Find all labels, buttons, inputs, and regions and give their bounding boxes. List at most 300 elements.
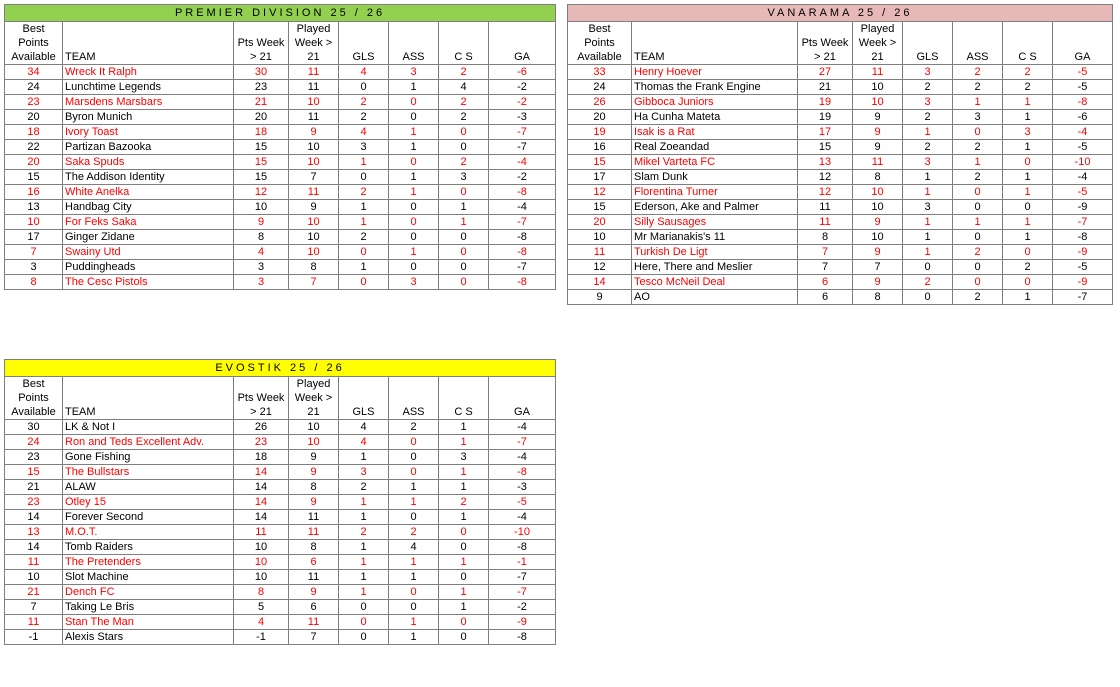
header-pts-week [798, 22, 853, 37]
header-ass-blank [953, 36, 1003, 50]
cell-gls: 0 [339, 275, 389, 290]
cell-cs: 0 [1003, 275, 1053, 290]
cell-ga: -6 [1053, 110, 1113, 125]
header-ga-blank [1053, 36, 1113, 50]
cell-cs: 1 [1003, 290, 1053, 305]
cell-team: Partizan Bazooka [63, 140, 234, 155]
cell-played: 9 [289, 125, 339, 140]
cell-ga: -8 [489, 465, 556, 480]
cell-pts: 14 [234, 495, 289, 510]
table-row [5, 230, 556, 245]
header-cs-blank [439, 22, 489, 37]
header-pts-week: > 21 [234, 50, 289, 65]
cell-ga: -2 [489, 600, 556, 615]
cell-cs: 2 [439, 495, 489, 510]
cell-ga: -9 [489, 615, 556, 630]
cell-played: 9 [853, 140, 903, 155]
cell-ass: 1 [389, 140, 439, 155]
table-row [568, 170, 1113, 185]
cell-pts: 14 [234, 510, 289, 525]
cell-played: 11 [289, 185, 339, 200]
cell-pts: 10 [234, 540, 289, 555]
header-ga: GA [1053, 50, 1113, 65]
cell-gls: 1 [339, 450, 389, 465]
cell-pts: 18 [234, 450, 289, 465]
table-row [5, 450, 556, 465]
cell-pts: 11 [798, 215, 853, 230]
cell-ga: -7 [489, 570, 556, 585]
cell-team: Byron Munich [63, 110, 234, 125]
header-cs-blank [439, 391, 489, 405]
cell-ga: -7 [1053, 290, 1113, 305]
cell-ass: 2 [953, 80, 1003, 95]
vanarama-title-row [568, 5, 1113, 22]
cell-gls: 2 [339, 110, 389, 125]
table-row [568, 245, 1113, 260]
cell-ass: 3 [389, 65, 439, 80]
table-row [5, 525, 556, 540]
cell-cs: 1 [439, 200, 489, 215]
cell-ass: 1 [389, 570, 439, 585]
header-gls-blank [339, 36, 389, 50]
cell-team: Thomas the Frank Engine [632, 80, 798, 95]
cell-team: The Addison Identity [63, 170, 234, 185]
cell-cs: 0 [439, 245, 489, 260]
cell-played: 9 [289, 465, 339, 480]
header-gls-blank [339, 391, 389, 405]
cell-played: 10 [289, 140, 339, 155]
header-cs-blank [1003, 22, 1053, 37]
cell-best: 12 [568, 185, 632, 200]
header-best-points: Best [5, 22, 63, 37]
cell-pts: 10 [234, 555, 289, 570]
header-played: Played [289, 377, 339, 392]
cell-played: 9 [853, 245, 903, 260]
cell-team: AO [632, 290, 798, 305]
cell-ass: 4 [389, 540, 439, 555]
cell-cs: 2 [1003, 260, 1053, 275]
cell-ass: 0 [389, 465, 439, 480]
cell-played: 9 [289, 495, 339, 510]
cell-ass: 1 [389, 185, 439, 200]
header-best-points: Points [5, 391, 63, 405]
cell-team: Gone Fishing [63, 450, 234, 465]
evostik-title: EVOSTIK 25 / 26 [5, 360, 556, 377]
cell-played: 9 [853, 110, 903, 125]
cell-played: 11 [289, 65, 339, 80]
header-pts-week: Pts Week [798, 36, 853, 50]
cell-best: 7 [5, 600, 63, 615]
cell-gls: 1 [903, 125, 953, 140]
cell-pts: 11 [798, 200, 853, 215]
cell-best: 30 [5, 420, 63, 435]
header-pts-week [234, 22, 289, 37]
cell-cs: 0 [439, 570, 489, 585]
cell-played: 11 [289, 510, 339, 525]
cell-gls: 2 [339, 525, 389, 540]
cell-cs: 1 [439, 435, 489, 450]
header-team-blank [632, 22, 798, 37]
table-row [5, 570, 556, 585]
cell-best: 10 [5, 215, 63, 230]
cell-team: Tesco McNeil Deal [632, 275, 798, 290]
cell-best: 23 [5, 495, 63, 510]
cell-team: Swainy Utd [63, 245, 234, 260]
cell-pts: 21 [234, 95, 289, 110]
cell-best: 20 [5, 110, 63, 125]
table-row [5, 420, 556, 435]
cell-best: 7 [5, 245, 63, 260]
cell-best: 15 [5, 465, 63, 480]
cell-pts: 11 [234, 525, 289, 540]
table-row [5, 260, 556, 275]
cell-cs: 0 [439, 615, 489, 630]
cell-team: Florentina Turner [632, 185, 798, 200]
header-gls: GLS [903, 50, 953, 65]
cell-best: 15 [568, 200, 632, 215]
cell-best: 15 [5, 170, 63, 185]
table-row [568, 260, 1113, 275]
cell-ga: -10 [489, 525, 556, 540]
cell-gls: 1 [339, 200, 389, 215]
table-row [568, 290, 1113, 305]
cell-team: Wreck It Ralph [63, 65, 234, 80]
cell-cs: 0 [439, 260, 489, 275]
table-row [5, 200, 556, 215]
cell-played: 10 [289, 420, 339, 435]
cell-ass: 1 [953, 95, 1003, 110]
cell-ga: -7 [489, 260, 556, 275]
cell-cs: 0 [439, 230, 489, 245]
header-cs: C S [1003, 50, 1053, 65]
cell-pts: 19 [798, 95, 853, 110]
cell-best: 17 [5, 230, 63, 245]
cell-ga: -1 [489, 555, 556, 570]
cell-cs: 1 [439, 585, 489, 600]
table-row [568, 155, 1113, 170]
cell-pts: 23 [234, 435, 289, 450]
cell-best: 26 [568, 95, 632, 110]
cell-ga: -10 [1053, 155, 1113, 170]
table-row [568, 110, 1113, 125]
cell-team: Here, There and Meslier [632, 260, 798, 275]
cell-cs: 1 [1003, 230, 1053, 245]
cell-team: Marsdens Marsbars [63, 95, 234, 110]
header-gls: GLS [339, 50, 389, 65]
table-row [5, 540, 556, 555]
header-row [568, 50, 1113, 65]
header-team-blank [63, 36, 234, 50]
cell-cs: 0 [439, 540, 489, 555]
cell-gls: 2 [903, 275, 953, 290]
cell-cs: 1 [439, 555, 489, 570]
cell-gls: 0 [903, 290, 953, 305]
cell-gls: 4 [339, 420, 389, 435]
cell-played: 8 [853, 170, 903, 185]
cell-cs: 0 [1003, 200, 1053, 215]
cell-ga: -8 [489, 185, 556, 200]
cell-ga: -7 [489, 140, 556, 155]
table-row [5, 615, 556, 630]
cell-team: Mikel Varteta FC [632, 155, 798, 170]
cell-pts: 26 [234, 420, 289, 435]
table-row [568, 200, 1113, 215]
cell-ga: -5 [1053, 185, 1113, 200]
cell-cs: 0 [439, 525, 489, 540]
cell-team: The Bullstars [63, 465, 234, 480]
cell-ass: 0 [953, 125, 1003, 140]
cell-pts: 7 [798, 245, 853, 260]
cell-played: 11 [853, 155, 903, 170]
header-gls: GLS [339, 405, 389, 420]
header-gls-blank [903, 22, 953, 37]
cell-played: 6 [289, 555, 339, 570]
header-ga: GA [489, 405, 556, 420]
cell-gls: 1 [903, 185, 953, 200]
table-row [568, 65, 1113, 80]
table-row [568, 80, 1113, 95]
cell-team: Forever Second [63, 510, 234, 525]
cell-cs: 0 [1003, 245, 1053, 260]
premier-division-table [4, 4, 556, 290]
cell-pts: 6 [798, 275, 853, 290]
header-cs-blank [1003, 36, 1053, 50]
table-row [5, 275, 556, 290]
cell-ass: 3 [953, 110, 1003, 125]
cell-ass: 0 [389, 260, 439, 275]
cell-best: 34 [5, 65, 63, 80]
cell-best: 21 [5, 480, 63, 495]
header-ga: GA [489, 50, 556, 65]
cell-ga: -2 [489, 80, 556, 95]
header-pts-week [234, 377, 289, 392]
header-pts-week: Pts Week [234, 36, 289, 50]
cell-ass: 0 [389, 215, 439, 230]
cell-pts: 10 [234, 200, 289, 215]
cell-best: 11 [5, 615, 63, 630]
cell-cs: 2 [439, 155, 489, 170]
cell-gls: 0 [339, 170, 389, 185]
cell-ga: -7 [489, 585, 556, 600]
cell-ga: -4 [1053, 125, 1113, 140]
table-row [5, 585, 556, 600]
cell-played: 7 [853, 260, 903, 275]
cell-best: 12 [568, 260, 632, 275]
cell-ass: 0 [389, 110, 439, 125]
header-team-blank [63, 22, 234, 37]
header-ass-blank [389, 377, 439, 392]
cell-gls: 1 [339, 495, 389, 510]
premier-title-row [5, 5, 556, 22]
cell-ga: -4 [489, 155, 556, 170]
cell-team: Ginger Zidane [63, 230, 234, 245]
cell-cs: 1 [1003, 215, 1053, 230]
header-best-points: Points [5, 36, 63, 50]
cell-played: 11 [289, 80, 339, 95]
cell-gls: 1 [903, 245, 953, 260]
cell-best: 20 [568, 110, 632, 125]
cell-played: 10 [289, 215, 339, 230]
header-ga-blank [1053, 22, 1113, 37]
cell-pts: 15 [234, 140, 289, 155]
cell-pts: 4 [234, 245, 289, 260]
cell-ass: 0 [389, 230, 439, 245]
cell-cs: 0 [439, 140, 489, 155]
table-row [568, 215, 1113, 230]
vanarama-table [567, 4, 1113, 305]
cell-ga: -3 [489, 480, 556, 495]
cell-gls: 1 [339, 540, 389, 555]
cell-ass: 1 [389, 245, 439, 260]
cell-gls: 1 [903, 230, 953, 245]
cell-team: The Pretenders [63, 555, 234, 570]
cell-team: Real Zoeandad [632, 140, 798, 155]
cell-played: 7 [289, 275, 339, 290]
table-row [5, 510, 556, 525]
cell-ga: -8 [1053, 95, 1113, 110]
cell-played: 11 [289, 615, 339, 630]
table-row [5, 65, 556, 80]
cell-pts: 8 [234, 230, 289, 245]
cell-ass: 1 [389, 495, 439, 510]
table-row [568, 185, 1113, 200]
cell-ass: 1 [953, 215, 1003, 230]
cell-best: 23 [5, 95, 63, 110]
cell-ga: -9 [1053, 200, 1113, 215]
cell-ga: -5 [1053, 140, 1113, 155]
header-ga-blank [489, 391, 556, 405]
cell-best: 20 [568, 215, 632, 230]
cell-pts: 4 [234, 615, 289, 630]
header-played: Week > [289, 391, 339, 405]
cell-ass: 0 [953, 260, 1003, 275]
table-row [568, 230, 1113, 245]
cell-pts: 3 [234, 275, 289, 290]
cell-best: 24 [5, 80, 63, 95]
cell-cs: 0 [1003, 155, 1053, 170]
header-team: TEAM [63, 50, 234, 65]
table-row [5, 155, 556, 170]
cell-cs: 1 [439, 420, 489, 435]
table-row [5, 600, 556, 615]
table-row [5, 630, 556, 645]
table-row [5, 125, 556, 140]
cell-played: 11 [853, 65, 903, 80]
cell-team: Henry Hoever [632, 65, 798, 80]
cell-ass: 2 [953, 290, 1003, 305]
cell-cs: 0 [439, 630, 489, 645]
cell-best: 20 [5, 155, 63, 170]
cell-gls: 0 [339, 630, 389, 645]
cell-played: 11 [289, 570, 339, 585]
cell-ga: -2 [489, 170, 556, 185]
header-cs-blank [439, 377, 489, 392]
cell-ga: -7 [489, 125, 556, 140]
table-row [5, 185, 556, 200]
cell-best: 14 [5, 540, 63, 555]
cell-gls: 2 [903, 80, 953, 95]
header-ga-blank [489, 22, 556, 37]
cell-played: 10 [289, 155, 339, 170]
cell-gls: 3 [339, 140, 389, 155]
header-gls-blank [903, 36, 953, 50]
cell-ga: -7 [489, 435, 556, 450]
cell-pts: 19 [798, 110, 853, 125]
cell-best: 11 [5, 555, 63, 570]
table-row [5, 80, 556, 95]
header-cs: C S [439, 50, 489, 65]
cell-team: Mr Marianakis's 11 [632, 230, 798, 245]
cell-played: 9 [289, 585, 339, 600]
table-row [5, 465, 556, 480]
cell-gls: 3 [903, 200, 953, 215]
table-row [5, 110, 556, 125]
cell-pts: 7 [798, 260, 853, 275]
cell-gls: 1 [339, 260, 389, 275]
cell-played: 11 [289, 110, 339, 125]
cell-ass: 2 [953, 170, 1003, 185]
cell-cs: 1 [439, 465, 489, 480]
header-ass-blank [389, 36, 439, 50]
cell-ass: 1 [389, 615, 439, 630]
cell-ass: 3 [389, 275, 439, 290]
cell-ass: 2 [389, 420, 439, 435]
cell-ga: -5 [1053, 65, 1113, 80]
cell-team: Turkish De Ligt [632, 245, 798, 260]
cell-team: Otley 15 [63, 495, 234, 510]
cell-pts: 12 [798, 185, 853, 200]
header-row [568, 22, 1113, 37]
cell-team: Handbag City [63, 200, 234, 215]
cell-pts: 14 [234, 480, 289, 495]
cell-ga: -8 [489, 230, 556, 245]
cell-best: 19 [568, 125, 632, 140]
cell-team: Lunchtime Legends [63, 80, 234, 95]
cell-ga: -5 [489, 495, 556, 510]
cell-pts: 15 [798, 140, 853, 155]
cell-gls: 1 [339, 215, 389, 230]
table-row [5, 555, 556, 570]
header-gls-blank [339, 377, 389, 392]
cell-pts: 12 [234, 185, 289, 200]
cell-gls: 3 [339, 465, 389, 480]
cell-ga: -2 [489, 95, 556, 110]
cell-ga: -9 [1053, 245, 1113, 260]
vanarama-title: VANARAMA 25 / 26 [568, 5, 1113, 22]
header-team-blank [63, 391, 234, 405]
cell-ga: -6 [489, 65, 556, 80]
cell-team: White Anelka [63, 185, 234, 200]
cell-played: 8 [289, 540, 339, 555]
cell-ass: 0 [953, 275, 1003, 290]
cell-team: Puddingheads [63, 260, 234, 275]
cell-best: 24 [5, 435, 63, 450]
cell-ga: -8 [489, 275, 556, 290]
cell-pts: 8 [234, 585, 289, 600]
cell-team: Stan The Man [63, 615, 234, 630]
header-ass: ASS [389, 50, 439, 65]
table-row [568, 275, 1113, 290]
cell-ass: 0 [389, 95, 439, 110]
cell-ga: -4 [489, 510, 556, 525]
cell-ass: 0 [389, 435, 439, 450]
cell-played: 7 [289, 630, 339, 645]
table-row [568, 140, 1113, 155]
cell-pts: 13 [798, 155, 853, 170]
cell-pts: 27 [798, 65, 853, 80]
cell-ass: 1 [389, 630, 439, 645]
header-row [5, 36, 556, 50]
